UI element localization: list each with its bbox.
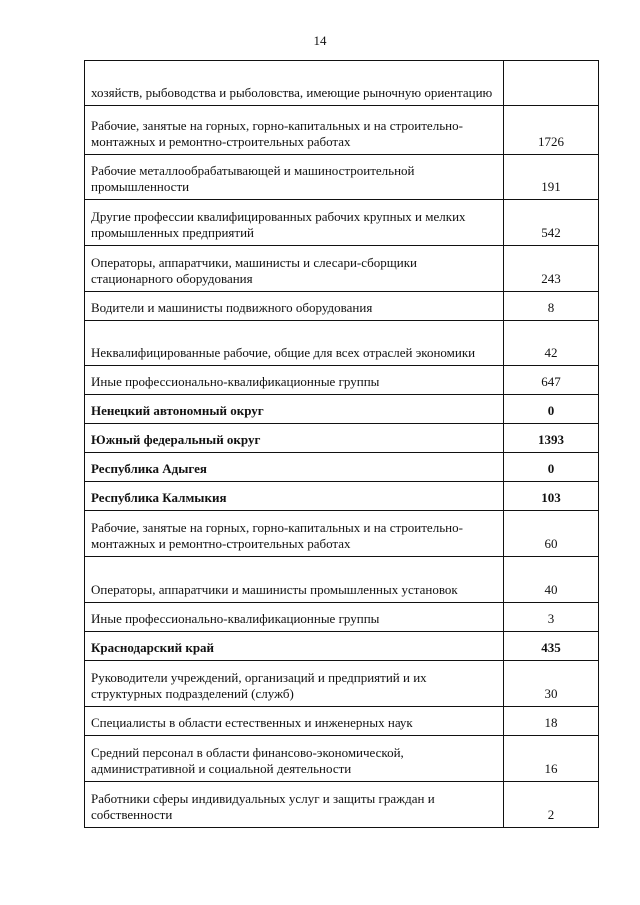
table-row <box>85 707 599 736</box>
table-row <box>85 321 599 366</box>
row-value: 647 <box>504 366 599 395</box>
table-row <box>85 424 599 453</box>
row-name: хозяйств, рыбоводства и рыболовства, имеющие рыночную ориентацию <box>85 61 504 106</box>
row-name: Рабочие, занятые на горных, горно-капитальных и на строительно-монтажных и ремонтно-строительных работах <box>85 511 504 557</box>
row-value: 1726 <box>504 106 599 155</box>
table-row <box>85 557 599 603</box>
row-name: Средний персонал в области финансово-экономической, административной и социальной деятельности <box>85 736 504 782</box>
row-name: Другие профессии квалифицированных рабочих крупных и мелких промышленных предприятий <box>85 200 504 246</box>
table-row <box>85 453 599 482</box>
row-name: Республика Калмыкия <box>85 482 504 511</box>
row-value: 542 <box>504 200 599 246</box>
row-value: 0 <box>504 395 599 424</box>
row-value: 16 <box>504 736 599 782</box>
row-name: Руководители учреждений, организаций и предприятий и их структурных подразделений (служб) <box>85 661 504 707</box>
row-value: 435 <box>504 632 599 661</box>
page-number: 14 <box>313 33 327 48</box>
row-name: Работники сферы индивидуальных услуг и защиты граждан и собственности <box>85 782 504 828</box>
table-row <box>85 106 599 155</box>
table-row <box>85 395 599 424</box>
row-value: 243 <box>504 246 599 292</box>
table-row <box>85 292 599 321</box>
row-name: Операторы, аппаратчики и машинисты промышленных установок <box>85 557 504 603</box>
row-name: Иные профессионально-квалификационные группы <box>85 366 504 395</box>
table-row <box>85 155 599 200</box>
row-value: 18 <box>504 707 599 736</box>
row-name: Рабочие металлообрабатывающей и машиностроительной промышленности <box>85 155 504 200</box>
table-row <box>85 200 599 246</box>
row-value <box>504 61 599 106</box>
row-value: 30 <box>504 661 599 707</box>
row-name: Специалисты в области естественных и инженерных наук <box>85 707 504 736</box>
table-row <box>85 782 599 828</box>
data-table <box>84 60 599 828</box>
row-name: Южный федеральный округ <box>85 424 504 453</box>
row-value: 1393 <box>504 424 599 453</box>
row-value: 8 <box>504 292 599 321</box>
row-name: Рабочие, занятые на горных, горно-капитальных и на строительно-монтажных и ремонтно-строительных работах <box>85 106 504 155</box>
table-row <box>85 366 599 395</box>
table-row <box>85 736 599 782</box>
row-value: 0 <box>504 453 599 482</box>
row-name: Операторы, аппаратчики, машинисты и слесари-сборщики стационарного оборудования <box>85 246 504 292</box>
row-value: 2 <box>504 782 599 828</box>
table-row <box>85 482 599 511</box>
row-value: 3 <box>504 603 599 632</box>
table-row <box>85 661 599 707</box>
table-row <box>85 632 599 661</box>
row-name: Краснодарский край <box>85 632 504 661</box>
table-row <box>85 511 599 557</box>
row-value: 40 <box>504 557 599 603</box>
row-name: Водители и машинисты подвижного оборудования <box>85 292 504 321</box>
table-row <box>85 246 599 292</box>
table-row <box>85 603 599 632</box>
row-value: 42 <box>504 321 599 366</box>
row-value: 191 <box>504 155 599 200</box>
row-name: Иные профессионально-квалификационные группы <box>85 603 504 632</box>
row-value: 103 <box>504 482 599 511</box>
table-row <box>85 61 599 106</box>
row-name: Республика Адыгея <box>85 453 504 482</box>
row-name: Неквалифицированные рабочие, общие для всех отраслей экономики <box>85 321 504 366</box>
row-name: Ненецкий автономный округ <box>85 395 504 424</box>
row-value: 60 <box>504 511 599 557</box>
